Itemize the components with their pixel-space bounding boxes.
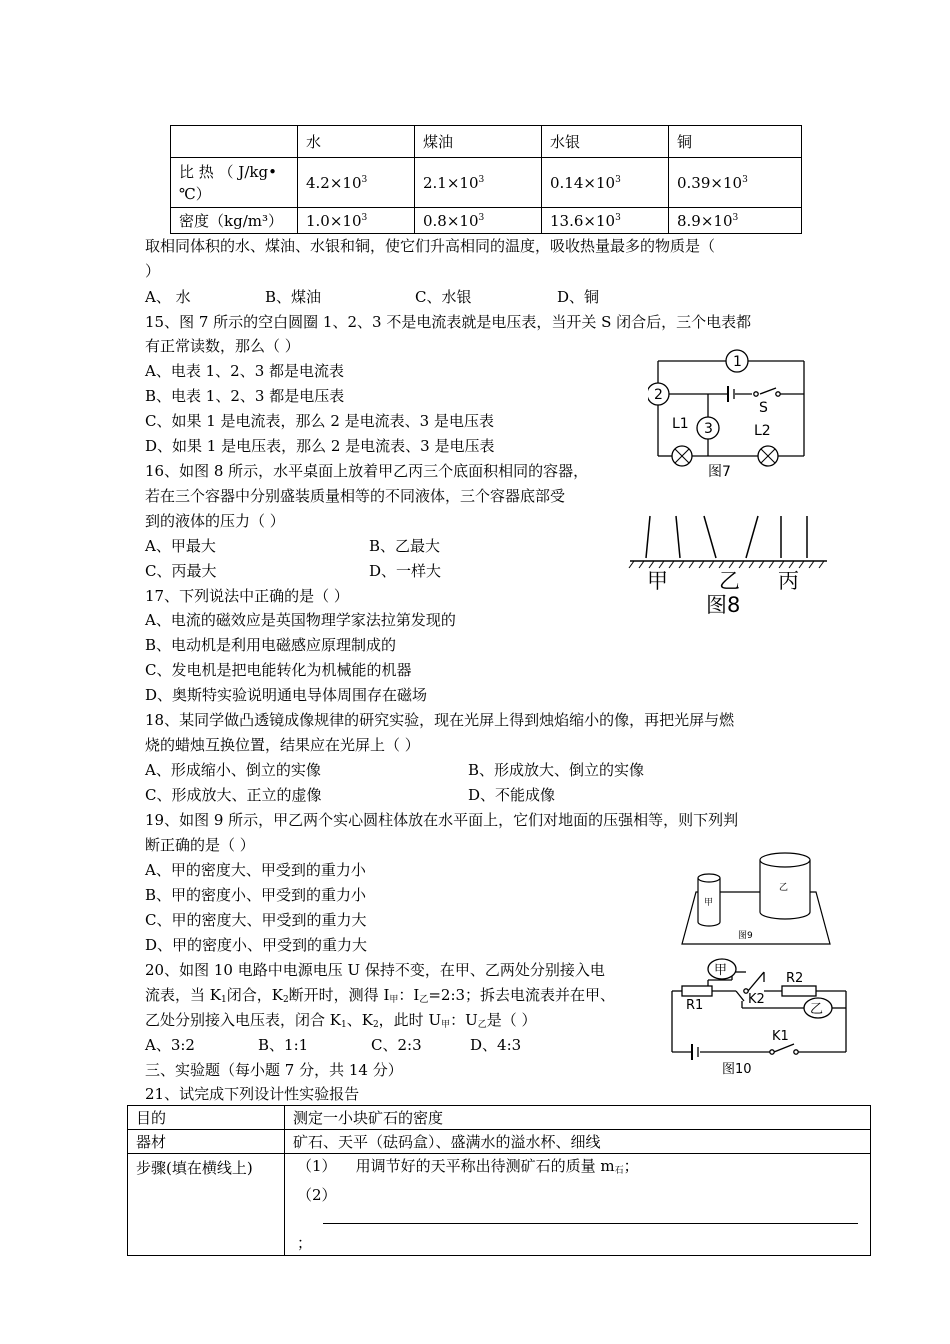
q15-option-d: D、如果 1 是电压表，那么 2 是电流表、3 是电压表 [145,437,495,455]
q14-option-d: D、铜 [557,288,600,306]
q20-text: 、K [346,1011,373,1029]
resistor-r2-icon [782,986,816,996]
equipment-label: 器材 [128,1130,285,1154]
q20-stem-a: 20、如图 10 电路中电源电压 U 保持不变，在甲、乙两处分别接入电 [145,961,605,979]
q20-option-b: B、1:1 [258,1036,309,1054]
cell-exp: 3 [615,174,621,185]
step-1-text: 用调节好的天平称出待测矿石的质量 m [355,1157,615,1175]
cell-mantissa: 0.39×10 [677,173,743,192]
table-header-empty [171,126,298,158]
figure-10-caption: 图10 [722,1062,752,1077]
q14-stem-a: 取相同体积的水、煤油、水银和铜，使它们升高相同的温度，吸收热量最多的物质是（ [145,237,716,255]
cell-exp: 3 [478,212,485,223]
table-cell [415,208,542,234]
q20-option-d: D、4:3 [470,1036,522,1054]
q17-option-c: C、发电机是把电能转化为机械能的机器 [145,661,412,679]
q19-stem-a: 19、如图 9 所示，甲乙两个实心圆柱体放在水平面上，它们对地面的压强相等，则下列判 [145,811,739,829]
table-cell [298,158,415,208]
property-table [170,125,802,234]
q20-option-a: A、3:2 [145,1036,195,1054]
cylinder-jia-label: 甲 [704,898,714,908]
cell-exp: 3 [615,212,621,223]
q18-stem-a: 18、某同学做凸透镜成像规律的研究实验，现在光屏上得到烛焰缩小的像，再把光屏与燃 [145,711,735,729]
q15-stem-a: 15、图 7 所示的空白圆圈 1、2、3 不是电流表就是电压表，当开关 S 闭合后，三个电表都 [145,313,752,331]
q14-option-b: B、煤油 [265,288,322,306]
q18-option-c: C、形成放大、正立的虚像 [145,786,322,804]
step-1-end: ； [623,1157,639,1175]
q16-option-c: C、丙最大 [145,562,217,580]
meter-3-label: 3 [704,421,713,437]
cell-exp: 3 [361,212,368,223]
experiment-report-table [127,1105,871,1256]
meter-1-label: 1 [733,354,742,370]
q20-sub: 乙 [419,995,429,1005]
table-cell [542,208,669,234]
lamp-l2-label: L2 [754,423,771,439]
table-header-kerosene: 煤油 [415,126,542,158]
figure-8-caption: 图8 [706,593,741,617]
meter-2-label: 2 [654,387,663,403]
q20-text: 流表，当 K [145,986,221,1004]
switch-k1-contact-icon [794,1050,798,1054]
cell-mantissa: 0.14×10 [550,173,616,192]
container-bing-label: 丙 [778,569,799,593]
table-header-mercury: 水银 [542,126,669,158]
q20-text: =2:3；拆去电流表并在甲、 [428,986,616,1004]
q20-text: 闭合，K [226,986,283,1004]
q19-stem-b: 断正确的是（ ） [145,836,255,854]
cell-mantissa: 8.9×10 [677,211,733,230]
row-label-specific-heat [171,158,298,208]
figure-7-caption: 图7 [708,464,731,480]
q20-text: 乙处分别接入电压表，闭合 K [145,1011,341,1029]
cell-exp: 3 [478,174,485,185]
q20-sub: 1 [220,995,227,1005]
table-header-copper: 铜 [669,126,802,158]
switch-k2-label: K2 [748,992,765,1007]
switch-label: S [759,400,768,416]
figure-7-circuit [648,342,818,480]
q17-option-a: A、电流的磁效应是英国物理学家法拉第发现的 [145,611,456,629]
q14-option-c: C、水银 [415,288,472,306]
resistor-r1-label: R1 [686,998,704,1013]
q15-option-b: B、电表 1、2、3 都是电压表 [145,387,345,405]
q14-option-a: A、 水 [145,288,191,306]
q20-sub: 2 [372,1020,379,1030]
q16-option-b: B、乙最大 [369,537,441,555]
resistor-r2-label: R2 [786,971,804,986]
q19-option-d: D、甲的密度小、甲受到的重力大 [145,936,368,954]
q18-option-a: A、形成缩小、倒立的实像 [145,761,321,779]
q20-stem-c [145,1010,537,1035]
q20-text: ：I [398,986,420,1004]
q16-stem-a: 16、如图 8 所示，水平桌面上放着甲乙丙三个底面积相同的容器， [145,462,589,480]
purpose-label: 目的 [128,1106,285,1130]
q17-stem: 17、下列说法中正确的是（ ） [145,587,349,605]
figure-9-cylinders [678,846,834,950]
figure-10-circuit [662,958,854,1082]
q19-option-a: A、甲的密度大、甲受到的重力小 [145,861,366,879]
q21-stem: 21、试完成下列设计性实验报告 [145,1085,360,1103]
q20-sub: 乙 [477,1020,487,1030]
cell-mantissa: 13.6×10 [550,211,616,230]
step-2-end: ； [297,1234,313,1252]
q17-option-d: D、奥斯特实验说明通电导体周围存在磁场 [145,686,428,704]
table-cell [298,208,415,234]
switch-k1-label: K1 [772,1029,789,1044]
q20-sub: 甲 [389,995,399,1005]
q17-option-b: B、电动机是利用电磁感应原理制成的 [145,636,397,654]
q16-option-a: A、甲最大 [145,537,216,555]
equipment-value: 矿石、天平（砝码盒）、盛满水的溢水杯、细线 [285,1130,871,1154]
resistor-r1-icon [682,986,712,996]
q19-option-b: B、甲的密度小、甲受到的重力小 [145,886,367,904]
row-label-a: 比 热 （ J/kg• [179,162,277,181]
q14-stem-b: ） [145,262,161,280]
row-label-density: 密度（kg/m³） [171,208,298,234]
step-2-number: （2） [297,1186,337,1204]
q20-sub: 1 [340,1020,347,1030]
table-cell [669,208,802,234]
q18-option-d: D、不能成像 [468,786,556,804]
step-1-number: （1） [297,1157,337,1175]
cell-exp: 3 [742,174,748,185]
cell-exp: 3 [732,212,739,223]
q20-sub: 甲 [441,1020,451,1030]
q15-option-c: C、如果 1 是电流表，那么 2 是电流表、3 是电压表 [145,412,494,430]
step-1-sub: 石 [614,1166,624,1176]
q18-option-b: B、形成放大、倒立的实像 [468,761,645,779]
lamp-l1-label: L1 [672,416,689,432]
q20-option-c: C、2:3 [371,1036,422,1054]
q16-stem-c: 到的液体的压力（ ） [145,512,285,530]
table-cell [542,158,669,208]
switch-contact-icon [776,392,780,396]
q15-option-a: A、电表 1、2、3 都是电流表 [145,362,345,380]
q15-stem-b: 有正常读数，那么（ ） [145,337,300,355]
switch-contact-icon [754,392,758,396]
switch-k1-contact-icon [770,1050,774,1054]
q20-text: 断开时，测得 I [288,986,390,1004]
table-cell [415,158,542,208]
container-yi-label: 乙 [719,569,740,593]
q20-sub: 2 [282,995,289,1005]
section-3-heading: 三、实验题（每小题 7 分，共 14 分） [145,1061,403,1079]
meter-yi-label: 乙 [810,1002,824,1017]
steps-cell [285,1154,871,1256]
steps-label: 步骤(填在横线上) [128,1154,285,1256]
q20-text: ，此时 U [378,1011,442,1029]
meter-jia-label: 甲 [714,963,728,978]
cell-mantissa: 4.2×10 [306,173,362,192]
cell-mantissa: 1.0×10 [306,211,362,230]
table-header-water: 水 [298,126,415,158]
cylinder-yi-label: 乙 [779,883,789,893]
q19-option-c: C、甲的密度大、甲受到的重力大 [145,911,367,929]
q20-text: 是（ ） [486,1011,537,1029]
purpose-value: 测定一小块矿石的密度 [285,1106,871,1130]
q20-stem-b [145,985,615,1010]
q16-option-d: D、一样大 [369,562,442,580]
figure-9-caption: 图9 [738,931,753,941]
container-jia-label: 甲 [647,569,668,593]
cell-mantissa: 2.1×10 [423,173,479,192]
cell-mantissa: 0.8×10 [423,211,479,230]
q18-stem-b: 烧的蜡烛互换位置，结果应在光屏上（ ） [145,736,420,754]
table-cell [669,158,802,208]
cell-exp: 3 [361,174,368,185]
q16-stem-b: 若在三个容器中分别盛装质量相等的不同液体，三个容器底部受 [145,487,566,505]
figure-8-containers [626,510,831,620]
step-2-answer-blank[interactable] [323,1209,858,1224]
step-1 [297,1154,862,1183]
q20-text: ：U [450,1011,478,1029]
step-2 [297,1183,862,1255]
row-label-b: ℃） [179,184,211,203]
